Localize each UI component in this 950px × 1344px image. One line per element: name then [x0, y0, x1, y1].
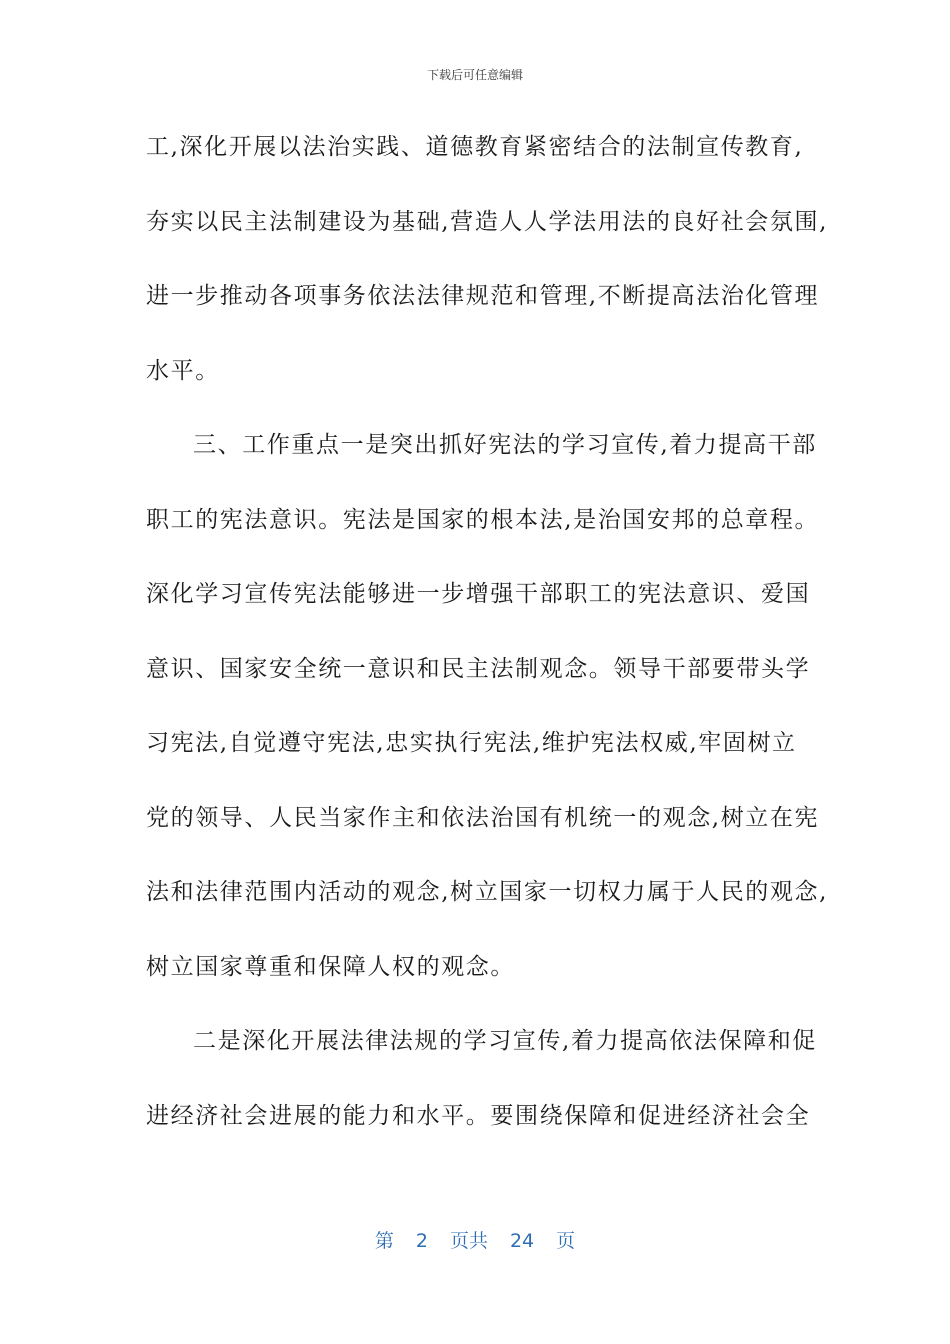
text-line: 意识、国家安全统一意识和民主法制观念。领导干部要带头学: [146, 656, 811, 682]
footer-suffix: 页: [556, 1230, 576, 1252]
text-line: 工,深化开展以法治实践、道德教育紧密结合的法制宣传教育,: [146, 134, 804, 160]
text-line: 进一步推动各项事务依法法律规范和管理,不断提高法治化管理: [146, 283, 820, 309]
page-footer: [0, 1226, 950, 1253]
page-header: 下载后可任意编辑: [426, 68, 523, 82]
current-page-number: 2: [415, 1230, 428, 1252]
total-pages-number: 24: [509, 1230, 535, 1252]
text-line: 深化学习宣传宪法能够进一步增强干部职工的宪法意识、爱国: [146, 581, 811, 607]
text-line: 习宪法,自觉遵守宪法,忠实执行宪法,维护宪法权威,牢固树立: [146, 730, 797, 756]
text-line: 职工的宪法意识。宪法是国家的根本法,是治国安邦的总章程。: [146, 507, 820, 533]
paragraph-first-line: 三、工作重点一是突出抓好宪法的学习宣传,着力提高干部: [193, 432, 817, 458]
text-line: 夯实以民主法制建设为基础,营造人人学法用法的良好社会氛围,: [146, 209, 829, 235]
text-line: 水平。: [146, 358, 220, 384]
paragraph-first-line: 二是深化开展法律法规的学习宣传,着力提高依法保障和促: [193, 1028, 817, 1054]
text-line: 树立国家尊重和保障人权的观念。: [146, 954, 515, 980]
footer-prefix: 第: [374, 1230, 394, 1252]
text-line: 党的领导、人民当家作主和依法治国有机统一的观念,树立在宪: [146, 805, 820, 831]
text-line: 进经济社会进展的能力和水平。要围绕保障和促进经济社会全: [146, 1103, 811, 1129]
text-line: 法和法律范围内活动的观念,树立国家一切权力属于人民的观念,: [146, 879, 829, 905]
footer-middle: 页共: [449, 1230, 488, 1252]
